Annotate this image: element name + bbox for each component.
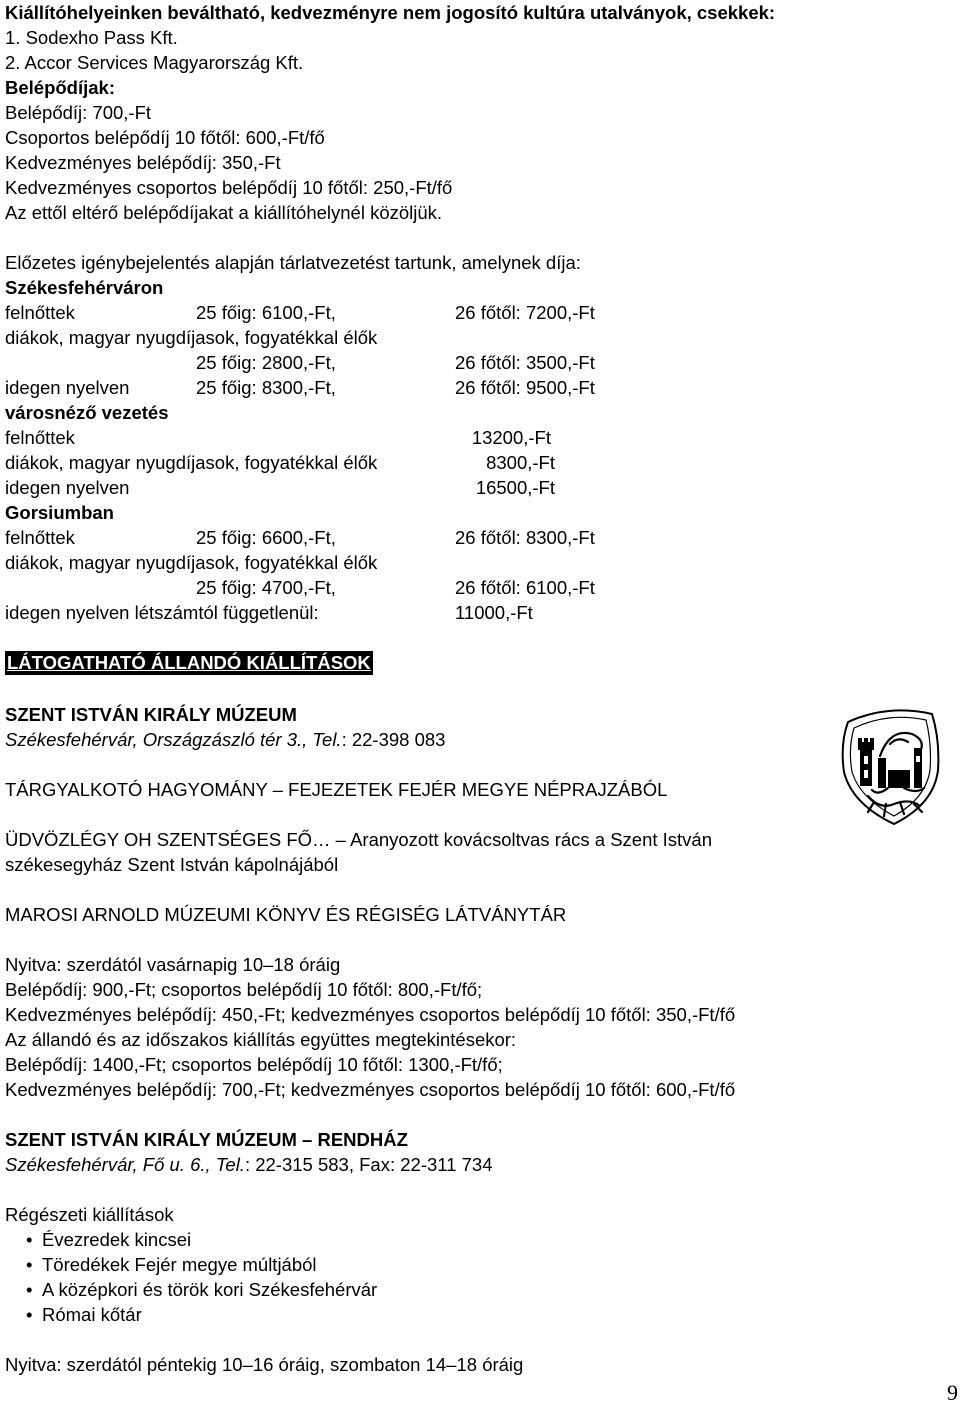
gorsium-adults-row xyxy=(5,525,955,550)
fee-line: Kedvezményes belépődíj: 350,-Ft xyxy=(5,152,281,173)
museum-name: SZENT ISTVÁN KIRÁLY MÚZEUM xyxy=(5,704,297,725)
page-number: 9 xyxy=(947,1380,958,1405)
museum-address xyxy=(5,727,955,752)
voucher-item: 1. Sodexho Pass Kft. xyxy=(5,27,178,48)
museum-info-line: Belépődíj: 1400,-Ft; csoportos belépődíj 10 főtől: 1300,-Ft/fő; xyxy=(5,1054,503,1075)
row-label: felnőttek xyxy=(5,527,75,548)
gorsium-students-label-row xyxy=(5,550,955,575)
museum-info-line: Belépődíj: 900,-Ft; csoportos belépődíj 10 főtől: 800,-Ft/fő; xyxy=(5,979,483,1000)
price-large-group: 26 főtől: 3500,-Ft xyxy=(455,352,595,373)
address-italic: Székesfehérvár, Országzászló tér 3., Tel. xyxy=(5,729,342,750)
spacer xyxy=(5,677,955,702)
list-item xyxy=(5,1277,955,1302)
szfv-students-label-row xyxy=(5,325,955,350)
address-phone: : 22-398 083 xyxy=(341,729,446,750)
list-item-text: Töredékek Fejér megye múltjából xyxy=(42,1254,317,1275)
row-label: idegen nyelven létszámtól függetlenül: xyxy=(5,602,319,623)
price-small-group: 25 főig: 6600,-Ft, xyxy=(196,527,336,548)
list-item-text: Római kőtár xyxy=(42,1304,142,1325)
gorsium-foreign-row xyxy=(5,600,955,625)
list-item xyxy=(5,1227,955,1252)
fee-line: Csoportos belépődíj 10 főtől: 600,-Ft/fő xyxy=(5,127,325,148)
tours-city-title: városnéző vezetés xyxy=(5,402,169,423)
bullet-icon: • xyxy=(26,1254,33,1275)
fee-line: Az ettől eltérő belépődíjakat a kiállítóhelynél közöljük. xyxy=(5,202,443,223)
price-large-group: 26 főtől: 9500,-Ft xyxy=(455,377,595,398)
spacer xyxy=(5,877,955,902)
price-large-group: 26 főtől: 8300,-Ft xyxy=(455,527,595,548)
museum-info-line: Kedvezményes belépődíj: 700,-Ft; kedvezményes csoportos belépődíj 10 főtől: 600,-Ft/fő xyxy=(5,1079,736,1100)
museum-info-line: Nyitva: szerdától vasárnapig 10–18 óráig xyxy=(5,954,341,975)
szfv-adults-row xyxy=(5,300,955,325)
row-label: felnőttek xyxy=(5,302,75,323)
permanent-heading: LÁTOGATHATÓ ÁLLANDÓ KIÁLLÍTÁSOK xyxy=(7,652,371,673)
rendhaz-hours: Nyitva: szerdától péntekig 10–16 óráig, szombaton 14–18 óráig xyxy=(5,1354,524,1375)
document-page xyxy=(5,0,955,1377)
tours-szfv-title: Székesfehérváron xyxy=(5,277,164,298)
price: 8300,-Ft xyxy=(486,452,555,473)
museum-seal-icon xyxy=(828,700,954,830)
spacer xyxy=(5,802,955,827)
price-large-group: 26 főtől: 6100,-Ft xyxy=(455,577,595,598)
row-label: idegen nyelven xyxy=(5,377,130,398)
spacer xyxy=(5,927,955,952)
price: 11000,-Ft xyxy=(455,602,533,623)
szfv-foreign-row xyxy=(5,375,955,400)
bullet-icon: • xyxy=(26,1229,33,1250)
szfv-students-row xyxy=(5,350,955,375)
exhibit-title: ÜDVÖZLÉGY OH SZENTSÉGES FŐ… – Aranyozott kovácsoltvas rács a Szent István xyxy=(5,829,713,850)
list-item-text: A középkori és török kori Székesfehérvár xyxy=(42,1279,378,1300)
bullet-icon: • xyxy=(26,1279,33,1300)
address-italic: Székesfehérvár, Fő u. 6., Tel. xyxy=(5,1154,245,1175)
city-foreign-row xyxy=(5,475,955,500)
rendhaz-name: SZENT ISTVÁN KIRÁLY MÚZEUM – RENDHÁZ xyxy=(5,1129,408,1150)
rendhaz-section: Régészeti kiállítások xyxy=(5,1204,174,1225)
bullet-icon: • xyxy=(26,1304,33,1325)
city-adults-row xyxy=(5,425,955,450)
row-label: felnőttek xyxy=(5,427,75,448)
list-item xyxy=(5,1302,955,1327)
rendhaz-address xyxy=(5,1152,955,1177)
exhibit-title-cont: székesegyház Szent István kápolnájából xyxy=(5,854,339,875)
exhibit-list xyxy=(5,1227,955,1327)
museum-info-line: Az állandó és az időszakos kiállítás együttes megtekintésekor: xyxy=(5,1029,517,1050)
tours-gorsium-title: Gorsiumban xyxy=(5,502,114,523)
list-item-text: Évezredek kincsei xyxy=(42,1229,192,1250)
price-small-group: 25 főig: 8300,-Ft, xyxy=(196,377,336,398)
museum-info-line: Kedvezményes belépődíj: 450,-Ft; kedvezményes csoportos belépődíj 10 főtől: 350,-Ft/fő xyxy=(5,1004,736,1025)
spacer xyxy=(5,752,955,777)
row-label: idegen nyelven xyxy=(5,477,130,498)
voucher-item: 2. Accor Services Magyarország Kft. xyxy=(5,52,304,73)
price-small-group: 25 főig: 2800,-Ft, xyxy=(196,352,336,373)
vouchers-title: Kiállítóhelyeinken beváltható, kedvezményre nem jogosító kultúra utalványok, csekkek: xyxy=(5,2,776,23)
exhibit-title: TÁRGYALKOTÓ HAGYOMÁNY – FEJEZETEK FEJÉR MEGYE NÉPRAJZÁBÓL xyxy=(5,779,668,800)
spacer xyxy=(5,625,955,650)
row-label: diákok, magyar nyugdíjasok, fogyatékkal élők xyxy=(5,452,378,473)
fee-line: Kedvezményes csoportos belépődíj 10 főtől: 250,-Ft/fő xyxy=(5,177,453,198)
gorsium-students-row xyxy=(5,575,955,600)
price-small-group: 25 főig: 4700,-Ft, xyxy=(196,577,336,598)
permanent-heading-line xyxy=(5,650,955,677)
spacer xyxy=(5,1102,955,1127)
spacer xyxy=(5,1177,955,1202)
fee-line: Belépődíj: 700,-Ft xyxy=(5,102,152,123)
fees-title: Belépődíjak: xyxy=(5,77,115,98)
exhibit-title: MAROSI ARNOLD MÚZEUMI KÖNYV ÉS RÉGISÉG LÁTVÁNYTÁR xyxy=(5,904,567,925)
spacer xyxy=(5,1327,955,1352)
price: 16500,-Ft xyxy=(475,477,555,498)
price-small-group: 25 főig: 6100,-Ft, xyxy=(196,302,336,323)
price-large-group: 26 főtől: 7200,-Ft xyxy=(455,302,595,323)
price: 13200,-Ft xyxy=(471,427,551,448)
tours-intro: Előzetes igénybejelentés alapján tárlatvezetést tartunk, amelynek díja: xyxy=(5,252,581,273)
list-item xyxy=(5,1252,955,1277)
spacer xyxy=(5,225,955,250)
row-label: diákok, magyar nyugdíjasok, fogyatékkal élők xyxy=(5,552,378,573)
city-students-row xyxy=(5,450,955,475)
address-phone: : 22-315 583, Fax: 22-311 734 xyxy=(244,1154,493,1175)
row-label: diákok, magyar nyugdíjasok, fogyatékkal élők xyxy=(5,327,378,348)
